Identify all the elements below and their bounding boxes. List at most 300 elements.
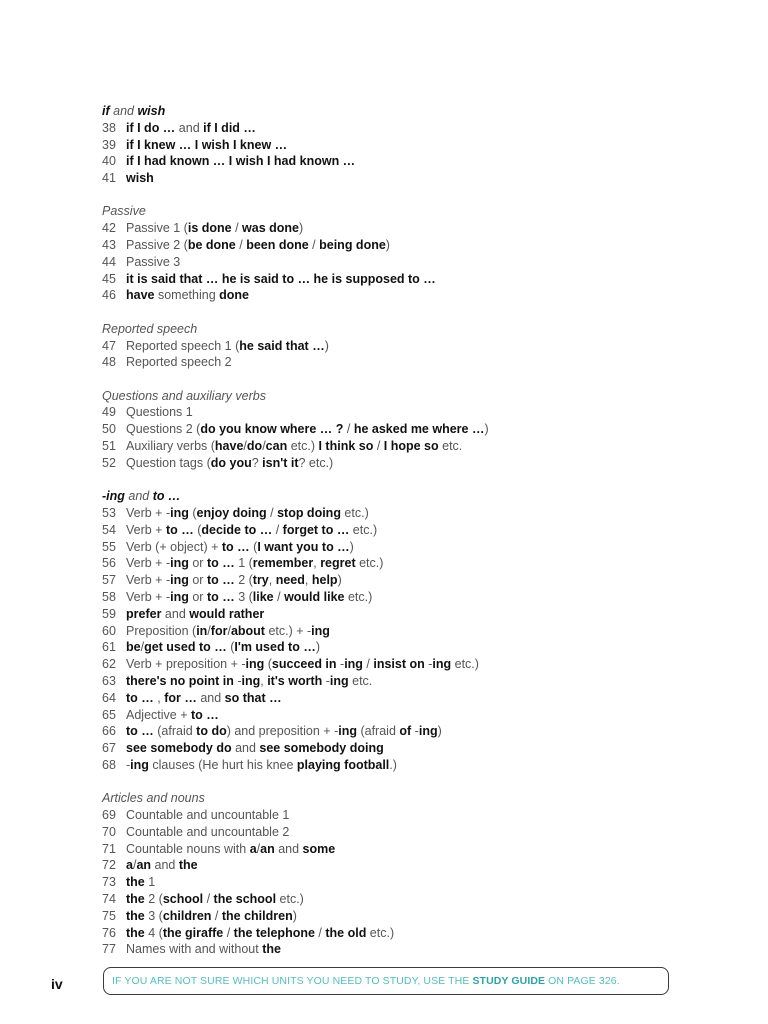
bold-text: some [302,841,336,856]
text: / [211,908,222,923]
text: (afraid [153,724,197,739]
unit-number: 48 [102,355,116,370]
bold-text: if I knew … I wish I knew … [126,137,288,152]
text: - [126,757,131,772]
unit-number: 74 [102,891,116,906]
unit-title [126,556,383,570]
text: - [322,673,330,688]
text: Names with and without [126,942,263,957]
unit-entry [102,421,722,438]
unit-number: 63 [102,673,116,688]
text: or [188,589,207,604]
bold-text: ing [329,673,349,688]
text: Reported speech [102,321,198,336]
bold-text: children [162,908,212,923]
bold-text: for … [164,690,197,705]
text: ) [337,573,342,588]
unit-entry [102,589,722,606]
unit-entry [102,572,722,589]
bold-text: to … [190,707,219,722]
bold-text: stop doing [277,505,341,520]
bold-text: the old [325,925,367,940]
bold-text: to do [196,724,227,739]
section-title [102,790,722,807]
unit-title [126,506,369,520]
text: etc.) [276,891,304,906]
study-guide-text [112,975,620,987]
bold-text: it's worth [267,673,323,688]
bold-text: school [162,891,204,906]
bold-text: it is said that … he is said to … he is supposed to … [126,271,436,286]
text: and [231,741,260,756]
bold-text: the [126,908,145,923]
text: ( [226,640,235,655]
text: Countable and uncountable 2 [126,824,290,839]
bold-text: the telephone [233,925,315,940]
text: / [314,925,326,940]
bold-text: forget to … [282,522,350,537]
unit-entry [102,690,722,707]
bold-text: if I had known … I wish I had known … [126,154,356,169]
bold-text: do [246,439,263,454]
bold-text: been done [246,238,309,253]
bold-text: to … [221,539,250,554]
contents-section [102,790,722,958]
text: / [362,657,374,672]
text: / [207,623,211,638]
text: Passive 2 ( [126,238,188,253]
text: Verb + [126,522,166,537]
bold-text: help [311,573,338,588]
text: / [132,858,137,873]
unit-title [126,942,281,956]
bold-text: I'm used to … [234,640,316,655]
unit-entry [102,841,722,858]
unit-title [126,355,232,369]
text: / [343,422,354,437]
bold-text: a [249,841,257,856]
unit-entry [102,623,722,640]
unit-entry [102,740,722,757]
unit-title [126,657,479,671]
unit-entry [102,857,722,874]
bold-text: ing [130,757,149,772]
text: - [411,724,419,739]
contents-section [102,103,722,187]
bold-text: do you know where … ? [200,422,344,437]
text: 3 ( [144,908,163,923]
unit-title [126,808,289,822]
unit-number: 72 [102,858,116,873]
unit-number: 52 [102,455,116,470]
text: 3 ( [234,589,253,604]
bold-text: have [126,288,155,303]
text: and [124,489,153,504]
unit-number: 40 [102,154,116,169]
unit-number: 77 [102,942,116,957]
bold-text: decide to … [201,522,273,537]
text: - [233,673,242,688]
unit-entry [102,606,722,623]
bold-text: is done [187,221,232,236]
bold-text: the school [213,891,277,906]
unit-number: 42 [102,221,116,236]
contents-section [102,388,722,472]
unit-title [126,138,287,152]
unit-title [126,724,442,738]
bold-text: he said that … [239,338,325,353]
unit-entry [102,254,722,271]
unit-number: 49 [102,405,116,420]
text: Verb + preposition + - [126,657,246,672]
bold-text: ing [311,623,330,638]
bold-text: try [252,573,269,588]
text: etc.) [366,925,395,940]
text: or [188,556,207,571]
bold-text: ing [170,589,189,604]
text: , [260,673,268,688]
text: / [243,439,247,454]
unit-entry [102,237,722,254]
bold-text: I think so [318,439,374,454]
unit-number: 39 [102,137,116,152]
text: ) [315,640,320,655]
contents-section [102,488,722,774]
text: ) and preposition + - [226,724,339,739]
unit-title [126,892,304,906]
bold-text: an [260,841,275,856]
text: Reported speech 2 [126,355,232,370]
text: etc.) [355,556,384,571]
bold-text: would like [284,589,345,604]
unit-number: 57 [102,573,116,588]
unit-entry [102,639,722,656]
unit-title [126,154,355,168]
bold-text: to … [206,589,235,604]
study-guide-box [103,967,669,995]
unit-entry [102,891,722,908]
unit-number: 71 [102,841,116,856]
bold-text: see somebody do [126,741,232,756]
unit-title [126,238,390,252]
text: Questions and auxiliary verbs [102,388,266,403]
unit-number: 47 [102,338,116,353]
text: etc.) [349,522,378,537]
text: etc.) [344,589,373,604]
unit-title [126,573,342,587]
section-title [102,488,722,505]
unit-entry [102,925,722,942]
unit-entry [102,874,722,891]
bold-text: ing [245,657,265,672]
bold-text: I want you to … [257,539,350,554]
unit-number: 45 [102,271,116,286]
unit-number: 55 [102,539,116,554]
unit-number: 51 [102,439,116,454]
text: ) [349,539,354,554]
text: clauses (He hurt his knee [148,757,297,772]
unit-entry [102,170,722,187]
text: IF YOU ARE NOT SURE WHICH UNITS YOU NEED TO STUDY, USE THE [112,975,473,987]
bold-text: STUDY GUIDE [472,975,546,987]
unit-entry [102,137,722,154]
unit-title [126,640,320,654]
text: Auxiliary verbs ( [126,439,215,454]
unit-title [126,691,282,705]
text: Countable and uncountable 1 [126,807,290,822]
unit-title [126,255,180,269]
bold-text: a [126,858,133,873]
unit-title [126,272,436,286]
unit-entry [102,757,722,774]
bold-text: ing [418,724,438,739]
bold-text: I hope so [383,439,439,454]
unit-entry [102,120,722,137]
text: / [373,439,384,454]
unit-title [126,171,154,185]
text: Passive 3 [126,254,181,269]
bold-text: in [196,623,208,638]
text: 1 [144,875,156,890]
text: / [203,891,214,906]
unit-entry [102,522,722,539]
bold-text: to … [126,724,154,739]
unit-entry [102,338,722,355]
unit-title [126,456,333,470]
bold-text: would rather [189,606,265,621]
unit-title [126,523,377,537]
unit-entry [102,707,722,724]
unit-entry [102,153,722,170]
unit-number: 66 [102,724,116,739]
text: (afraid [357,724,400,739]
bold-text: regret [320,556,356,571]
unit-entry [102,505,722,522]
text: / [235,238,247,253]
text: Question tags ( [126,455,211,470]
text: 2 ( [234,573,253,588]
unit-number: 65 [102,707,116,722]
bold-text: ing [170,505,189,520]
bold-text: ing [338,724,357,739]
bold-text: see somebody doing [259,741,384,756]
unit-number: 69 [102,807,116,822]
unit-entry [102,438,722,455]
unit-title [126,842,335,856]
page-number: iv [51,976,63,992]
bold-text: to … [126,690,154,705]
bold-text: prefer [126,606,162,621]
bold-text: the [178,858,198,873]
unit-number: 62 [102,657,116,672]
unit-number: 67 [102,741,116,756]
bold-text: wish [126,171,154,186]
unit-number: 38 [102,120,116,135]
text: / [308,238,320,253]
bold-text: playing football [296,757,390,772]
text: Passive [102,204,146,219]
unit-title [126,540,354,554]
bold-text: the [126,875,145,890]
contents-section [102,321,722,371]
bold-text: being done [319,238,386,253]
unit-entry [102,455,722,472]
text: 4 ( [144,925,163,940]
text: ( [188,505,197,520]
text: ON PAGE 326. [545,975,620,987]
text: Verb + - [126,589,171,604]
bold-text: the children [221,908,293,923]
bold-text: be done [187,238,236,253]
unit-entry [102,287,722,304]
unit-title [126,607,264,621]
unit-title [126,288,249,302]
unit-title [126,758,397,772]
text: ( [193,522,202,537]
text: Verb (+ object) + [126,539,222,554]
unit-number: 43 [102,238,116,253]
bold-text: -ing [102,489,125,504]
contents-list [102,103,722,975]
unit-entry [102,220,722,237]
text: and [175,120,204,135]
bold-text: ing [432,657,452,672]
bold-text: if [102,104,110,118]
text: etc.) [451,657,479,672]
text: Preposition ( [126,623,197,638]
unit-number: 75 [102,908,116,923]
unit-title [126,439,462,453]
bold-text: done [219,288,249,303]
unit-entry [102,941,722,958]
unit-number: 61 [102,640,116,655]
unit-title [126,926,394,940]
bold-text: ing [170,556,189,571]
unit-number: 44 [102,254,116,269]
text: , [268,573,276,588]
text: / [227,623,231,638]
text: / [273,589,285,604]
text: Verb + - [126,556,171,571]
unit-entry [102,723,722,740]
bold-text: succeed in [271,657,337,672]
unit-title [126,909,297,923]
unit-title [126,590,372,604]
bold-text: remember [252,556,314,571]
text: and [151,858,179,873]
text: Questions 2 ( [126,422,201,437]
text: ? etc.) [298,455,334,470]
text: and [109,104,138,118]
text: Countable nouns with [126,841,250,856]
unit-number: 73 [102,875,116,890]
text: , [313,556,321,571]
text: - [336,657,345,672]
text: ) [292,908,297,923]
unit-number: 58 [102,589,116,604]
unit-title [126,825,289,839]
text: ) [437,724,442,739]
text: Questions 1 [126,405,193,420]
text: / [256,841,261,856]
bold-text: do you [210,455,252,470]
text: / [272,522,283,537]
unit-title [126,875,155,889]
bold-text: of [399,724,412,739]
bold-text: the [126,925,145,940]
unit-entry [102,404,722,421]
text: ) [299,221,304,236]
bold-text: ing [241,673,261,688]
text: Articles and nouns [102,791,205,806]
unit-title [126,741,384,755]
text: ( [264,657,272,672]
unit-title [126,422,489,436]
text: / [266,505,278,520]
unit-number: 60 [102,623,116,638]
text: ) [385,238,390,253]
text: and [196,690,225,705]
unit-number: 70 [102,824,116,839]
bold-text: the [126,891,145,906]
bold-text: ing [344,657,363,672]
bold-text: to … [206,556,235,571]
bold-text: an [136,858,152,873]
text: .) [389,757,397,772]
text: something [154,288,220,303]
unit-entry [102,354,722,371]
text: and [274,841,303,856]
bold-text: the [262,942,281,957]
unit-number: 53 [102,505,116,520]
text: Reported speech 1 ( [126,338,240,353]
text: etc.) [287,439,319,454]
unit-title [126,624,330,638]
text: etc.) + - [264,623,312,638]
unit-number: 68 [102,757,116,772]
text: or [188,573,207,588]
bold-text: have [214,439,244,454]
bold-text: for [210,623,228,638]
text: and [161,606,190,621]
unit-entry [102,271,722,288]
text: / [262,439,266,454]
bold-text: the giraffe [162,925,224,940]
unit-entry [102,824,722,841]
text: ) [484,422,489,437]
bold-text: can [265,439,288,454]
section-title [102,203,722,220]
section-title [102,321,722,338]
text: ? [251,455,263,470]
bold-text: be [126,640,141,655]
unit-title [126,339,329,353]
bold-text: isn't it [262,455,299,470]
bold-text: about [230,623,265,638]
bold-text: to … [206,573,235,588]
bold-text: he asked me where … [353,422,485,437]
bold-text: so that … [224,690,282,705]
contents-section [102,203,722,304]
unit-title [126,121,256,135]
unit-number: 64 [102,690,116,705]
unit-number: 76 [102,925,116,940]
bold-text: like [252,589,274,604]
unit-entry [102,656,722,673]
text: etc. [438,439,463,454]
bold-text: wish [137,104,166,118]
bold-text: to … [152,489,181,504]
